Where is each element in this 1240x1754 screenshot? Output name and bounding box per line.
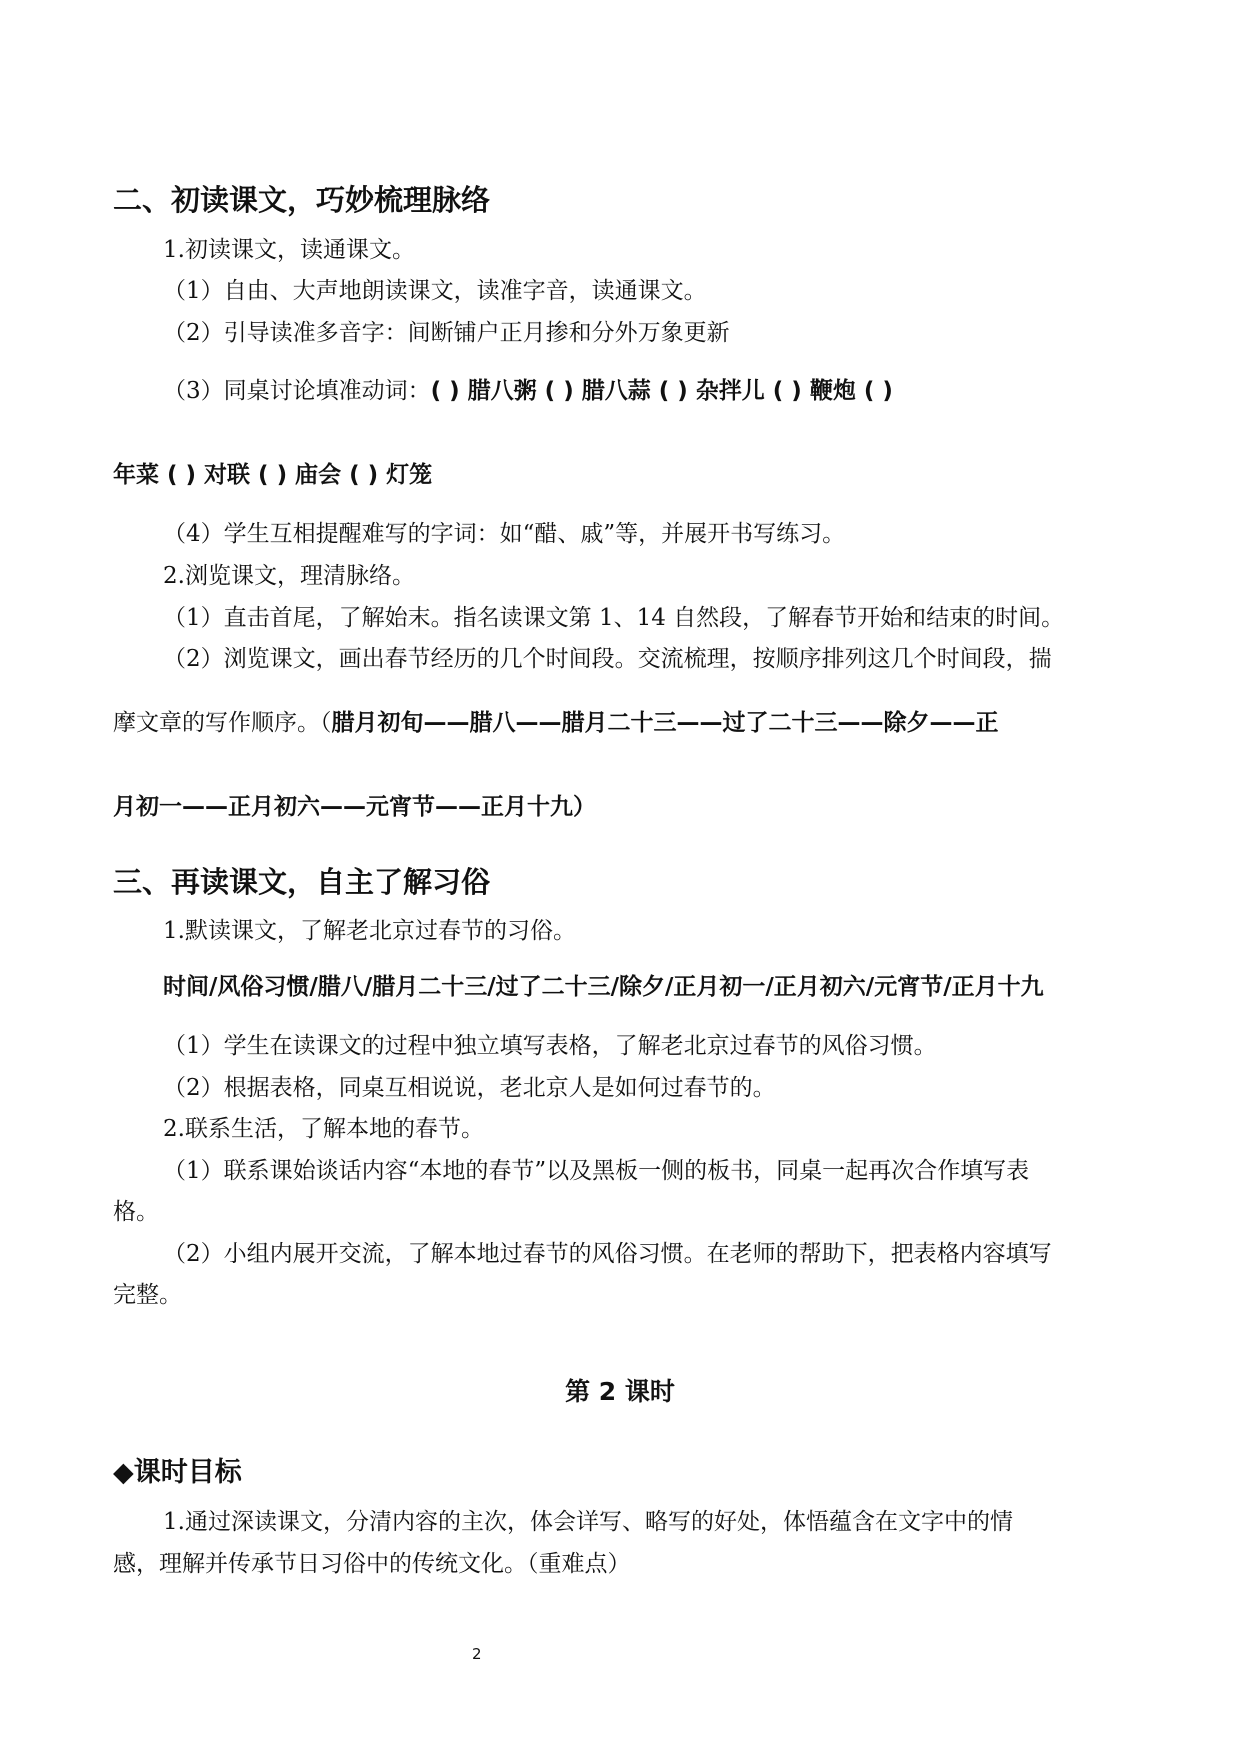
list-item: （1）自由、大声地朗读课文，读准字音，读通课文。: [163, 278, 707, 304]
table-header-row: 时间/风俗习惯/腊八/腊月二十三/过了二十三/除夕/正月初一/正月初六/元宵节/正月十九: [163, 974, 1044, 1000]
paragraph-continuation: 感，理解并传承节日习俗中的传统文化。（重难点）: [113, 1551, 631, 1577]
fill-in-blanks: ( ) 腊八粥 ( ) 腊八蒜 ( ) 杂拌儿 ( ) 鞭炮 ( ): [430, 378, 893, 404]
lesson-title: 第 2 课时: [565, 1377, 675, 1406]
goals-heading: ◆课时目标: [113, 1457, 242, 1488]
paragraph-continuation: 完整。: [113, 1282, 182, 1308]
list-item: （2）浏览课文，画出春节经历的几个时间段。交流梳理，按顺序排列这几个时间段，揣: [163, 646, 1052, 672]
text: 摩文章的写作顺序。（: [113, 710, 332, 736]
list-item: 1.默读课文，了解老北京过春节的习俗。: [163, 918, 576, 944]
fill-in-blanks: 年菜 ( ) 对联 ( ) 庙会 ( ) 灯笼: [113, 462, 433, 488]
list-item: （2）引导读准多音字：间断铺户正月掺和分外万象更新: [163, 320, 730, 346]
list-item: （2）小组内展开交流，了解本地过春节的风俗习惯。在老师的帮助下，把表格内容填写: [163, 1241, 1052, 1267]
list-item: 1.初读课文，读通课文。: [163, 237, 415, 263]
list-item: [163, 372, 893, 405]
list-item: 2.浏览课文，理清脉络。: [163, 563, 415, 589]
list-item: （1）学生在读课文的过程中独立填写表格，了解老北京过春节的风俗习惯。: [163, 1033, 937, 1059]
timeline-sequence: 月初一——正月初六——元宵节——正月十九）: [113, 794, 596, 820]
list-item: （2）根据表格，同桌互相说说，老北京人是如何过春节的。: [163, 1075, 776, 1101]
paragraph-continuation: 格。: [113, 1199, 159, 1225]
list-item: （1）联系课始谈话内容“本地的春节”以及黑板一侧的板书，同桌一起再次合作填写表: [163, 1158, 1030, 1184]
list-item: 1.通过深读课文，分清内容的主次，体会详写、略写的好处，体悟蕴含在文字中的情: [163, 1509, 1013, 1535]
list-item: （4）学生互相提醒难写的字词：如“醋、戚”等，并展开书写练习。: [163, 521, 846, 547]
section-heading: 三、再读课文，自主了解习俗: [113, 865, 491, 899]
list-item: 2.联系生活，了解本地的春节。: [163, 1116, 484, 1142]
timeline-sequence: 腊月初旬——腊八——腊月二十三——过了二十三——除夕——正: [331, 710, 999, 736]
page-number: 2: [472, 1645, 482, 1663]
list-item: （1）直击首尾，了解始末。指名读课文第 1、14 自然段，了解春节开始和结束的时间。: [163, 605, 1065, 631]
paragraph-continuation: [113, 704, 999, 737]
fill-in-prompt: （3）同桌讨论填准动词：: [163, 378, 431, 404]
section-heading: 二、初读课文，巧妙梳理脉络: [113, 183, 491, 217]
